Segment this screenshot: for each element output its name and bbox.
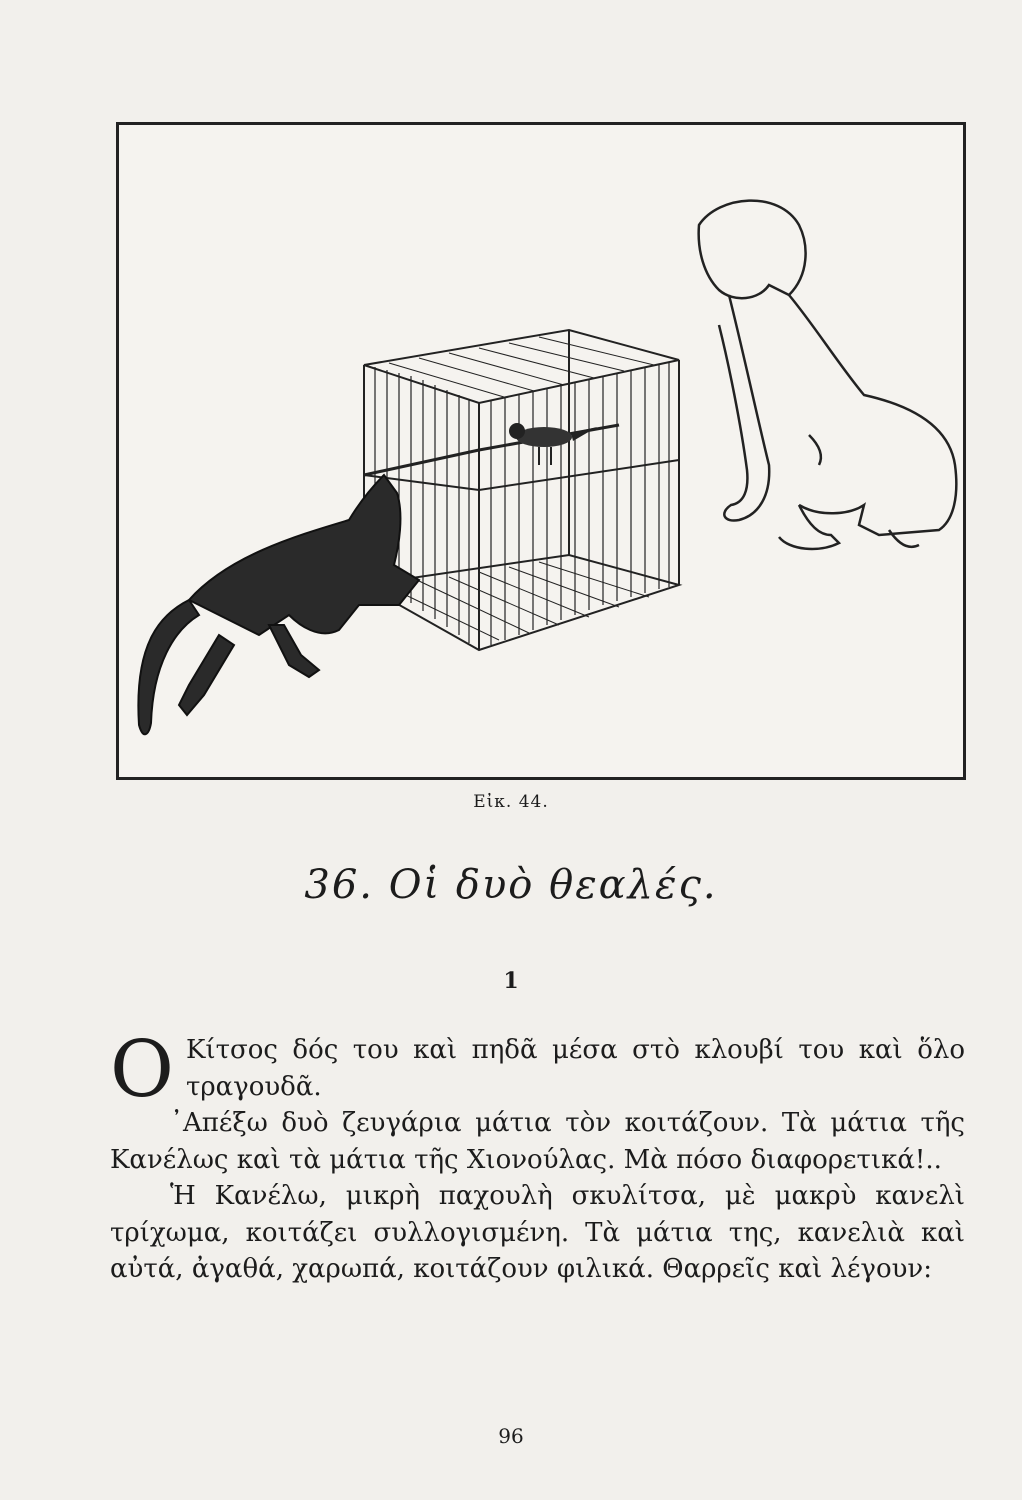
illustration [116,122,966,780]
drop-cap: Ο [110,1025,174,1115]
paragraph-3: Ἡ Κανέλω, μικρὴ παχουλὴ σκυλίτσα, μὲ μακρὺ κανελὶ τρίχωμα, κοιτάζει συλλογισμένη. Τὰ μάτια της, κανελιὰ καὶ αὐτά, ἀγαθά, χαρωπά, κοιτάζουν φιλικά. Θαρρεῖς καὶ λέγουν: [110,1181,965,1284]
paragraph-2: ᾿Απέξω δυὸ ζευγάρια μάτια τὸν κοιτάζουν. Τὰ μάτια τῆς Κανέλως καὶ τὰ μάτια τῆς Χιονούλας. Μὰ πόσο διαφορετικά!.. [110,1108,965,1175]
cat-drawing [138,475,419,734]
page-number: 96 [498,1424,524,1448]
bird-drawing [509,423,597,465]
lesson-body [110,1025,965,1288]
dog-drawing [699,201,957,549]
figure-caption: Εἰκ. 44. [473,792,549,812]
paragraph-1 [110,1025,965,1115]
birdcage-drawing [364,330,679,650]
lesson-title: 36. Οἱ δυὸ θεαλές. [304,862,718,908]
section-number: 1 [503,968,519,994]
paragraph-1-text: Κίτσος δός του καὶ πηδᾶ μέσα στὸ κλουβί του καὶ ὅλο τραγουδᾶ. [185,1035,965,1102]
